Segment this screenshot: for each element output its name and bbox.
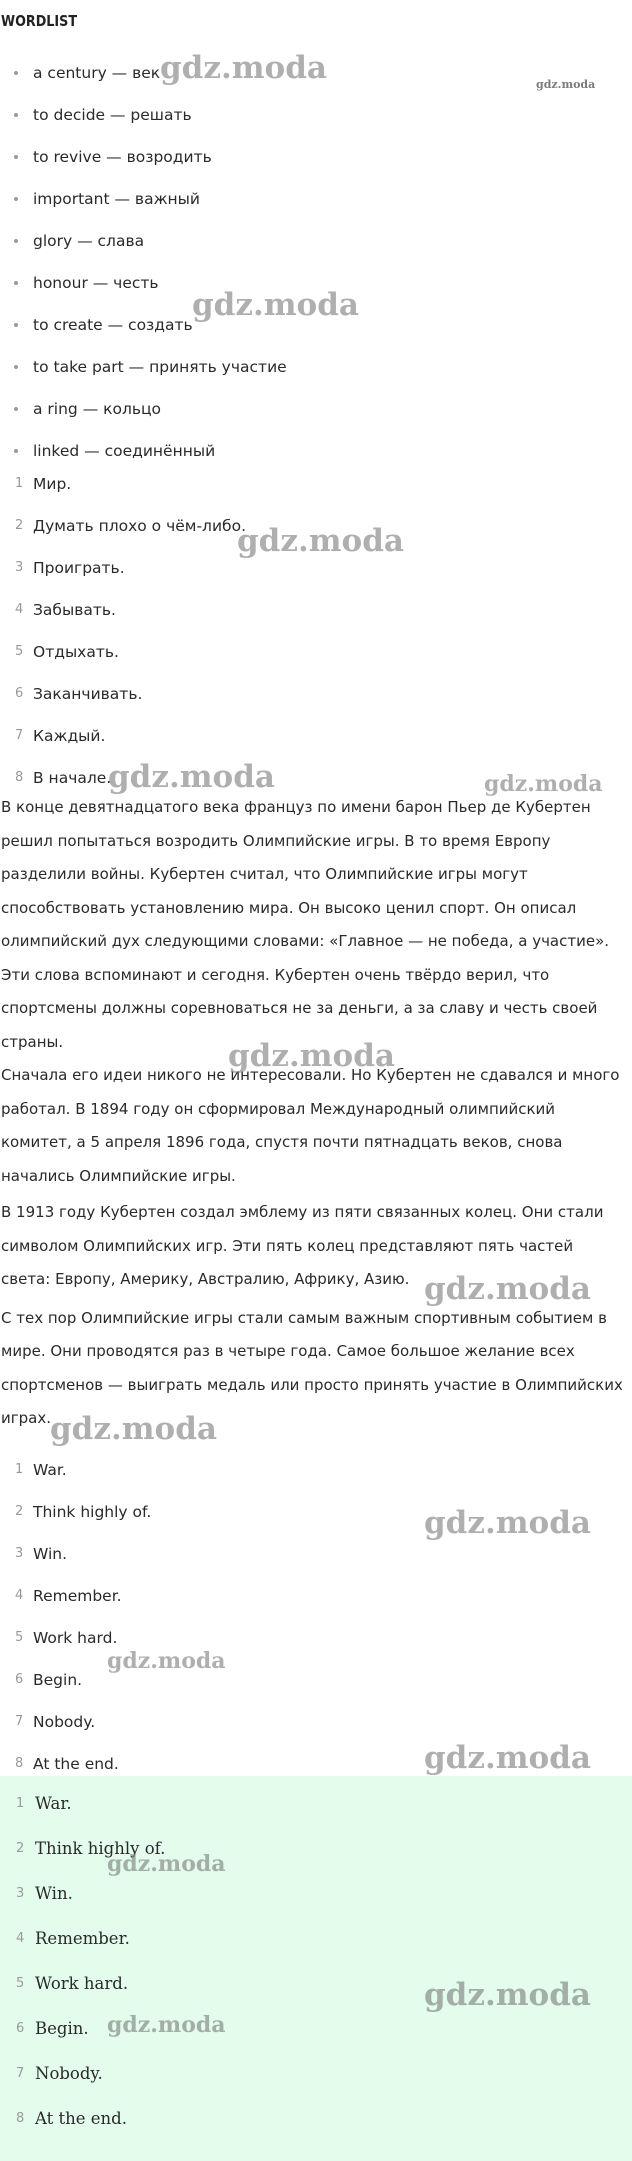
- item-number: 3: [15, 1546, 24, 1561]
- item-number: 2: [15, 1504, 24, 1519]
- bullet-icon: [14, 239, 18, 243]
- item-text: Work hard.: [33, 1629, 118, 1647]
- item-text: В начале.: [33, 769, 112, 787]
- item-text: Win.: [33, 1545, 68, 1563]
- item-number: 1: [15, 476, 24, 491]
- answer-item: [0, 1790, 632, 1835]
- list-item: [0, 1666, 632, 1708]
- paragraph: С тех пор Олимпийские игры стали самым важным спортивным событием в мире. Они проводятся раз в четыре года. Самое большое желание всех спортсменов — выиграть медаль или просто принять участие в Олимпийских играх.: [1, 1308, 623, 1427]
- list-item: [0, 638, 632, 680]
- item-number: 4: [16, 1931, 25, 1946]
- watermark: gdz.moda: [108, 759, 275, 795]
- item-text: Мир.: [33, 475, 72, 493]
- item-number: 7: [16, 2066, 25, 2081]
- wordlist: [0, 58, 632, 478]
- item-text: Think highly of.: [33, 1503, 152, 1521]
- watermark: gdz.moda: [237, 523, 404, 559]
- watermark: gdz.moda: [424, 1271, 591, 1307]
- item-number: 3: [16, 1886, 25, 1901]
- wordlist-item-text: glory — слава: [33, 232, 145, 250]
- item-number: 6: [15, 686, 24, 701]
- wordlist-item: [0, 142, 632, 184]
- item-text: Begin.: [33, 1671, 83, 1689]
- wordlist-item-text: honour — честь: [33, 274, 159, 292]
- item-number: 2: [16, 1841, 25, 1856]
- answer-list: [0, 1790, 632, 2150]
- wordlist-item-text: to decide — решать: [33, 106, 192, 124]
- item-text: Work hard.: [35, 1974, 129, 1993]
- watermark: gdz.moda: [160, 50, 327, 86]
- item-text: Win.: [35, 1884, 73, 1903]
- list-item: [0, 680, 632, 722]
- item-text: Remember.: [35, 1929, 130, 1948]
- wordlist-item: [0, 226, 632, 268]
- list-item: [0, 554, 632, 596]
- bullet-icon: [14, 197, 18, 201]
- bullet-icon: [14, 323, 18, 327]
- list-item: [0, 1540, 632, 1582]
- item-number: 3: [15, 560, 24, 575]
- item-number: 4: [15, 1588, 24, 1603]
- list-item: [0, 1624, 632, 1666]
- watermark: gdz.moda: [424, 1740, 591, 1776]
- watermark: gdz.moda: [107, 2012, 226, 2038]
- answer-box: [0, 1776, 632, 2161]
- paragraph: В 1913 году Кубертен создал эмблему из пяти связанных колец. Они стали символом Олимпийских игр. Эти пять колец представляют пять частей света: Европу, Америку, Австралию, Африку, Азию.: [1, 1203, 604, 1288]
- answer-item: [0, 2105, 632, 2150]
- item-text: Think highly of.: [35, 1839, 166, 1858]
- item-text: Забывать.: [33, 601, 116, 619]
- translation-text: [1, 791, 626, 1436]
- list-item: [0, 1456, 632, 1498]
- bullet-icon: [14, 71, 18, 75]
- watermark: gdz.moda: [228, 1038, 395, 1074]
- watermark: gdz.moda: [192, 287, 359, 323]
- list-item: [0, 470, 632, 512]
- item-text: Begin.: [35, 2019, 89, 2038]
- item-number: 6: [15, 1672, 24, 1687]
- item-number: 8: [15, 1756, 24, 1771]
- item-number: 5: [16, 1976, 25, 1991]
- watermark: gdz.moda: [107, 1648, 226, 1674]
- answer-item: [0, 1835, 632, 1880]
- item-number: 5: [15, 644, 24, 659]
- item-number: 7: [15, 1714, 24, 1729]
- watermark: gdz.moda: [107, 1851, 226, 1877]
- item-number: 1: [15, 1462, 24, 1477]
- item-text: Отдыхать.: [33, 643, 119, 661]
- bullet-icon: [14, 113, 18, 117]
- item-number: 8: [16, 2111, 25, 2126]
- watermark: gdz.moda: [424, 1505, 591, 1541]
- item-text: Каждый.: [33, 727, 106, 745]
- watermark: gdz.moda: [424, 1977, 591, 2013]
- list-item: [0, 722, 632, 764]
- item-text: At the end.: [33, 1755, 119, 1773]
- paragraph: Сначала его идеи никого не интересовали. Но Кубертен не сдавался и много работал. В 1894 году он сформировал Международный олимпийский комитет, а 5 апреля 1896 года, спустя почти пятнадцать веков, снова начались Олимпийские игры.: [1, 1066, 620, 1185]
- wordlist-item-text: a ring — кольцо: [33, 400, 162, 418]
- russian-list: [0, 470, 632, 806]
- bullet-icon: [14, 281, 18, 285]
- wordlist-item: [0, 352, 632, 394]
- item-text: Думать плохо о чём-либо.: [33, 517, 247, 535]
- item-number: 2: [15, 518, 24, 533]
- wordlist-item: [0, 100, 632, 142]
- bullet-icon: [14, 155, 18, 159]
- item-number: 1: [16, 1796, 25, 1811]
- wordlist-item-text: to create — создать: [33, 316, 193, 334]
- list-item: [0, 1582, 632, 1624]
- item-number: 6: [16, 2021, 25, 2036]
- wordlist-item: [0, 394, 632, 436]
- bullet-icon: [14, 407, 18, 411]
- item-text: War.: [33, 1461, 67, 1479]
- wordlist-item-text: a century — век: [33, 64, 161, 82]
- item-number: 5: [15, 1630, 24, 1645]
- paragraph: В конце девятнадцатого века француз по имени барон Пьер де Кубертен решил попытаться возродить Олимпийские игры. В то время Европу разделили войны. Кубертен считал, что Олимпийские игры могут способствовать установлению мира. Он высоко ценил спорт. Он описал олимпийский дух следующими словами: «Главное — не победа, а участие». Эти слова вспоминают и сегодня. Кубертен очень твёрдо верил, что спортсмены должны соревноваться не за деньги, а за славу и честь своей страны.: [1, 798, 610, 1051]
- watermark: gdz.moda: [50, 1411, 217, 1447]
- item-text: War.: [35, 1794, 72, 1813]
- item-text: Заканчивать.: [33, 685, 143, 703]
- item-text: At the end.: [35, 2109, 127, 2128]
- list-item: [0, 596, 632, 638]
- answer-item: [0, 1925, 632, 1970]
- wordlist-item: [0, 184, 632, 226]
- item-text: Remember.: [33, 1587, 122, 1605]
- item-number: 8: [15, 770, 24, 785]
- item-text: Nobody.: [35, 2064, 103, 2083]
- wordlist-item-text: important — важный: [33, 190, 200, 208]
- wordlist-item-text: to take part — принять участие: [33, 358, 287, 376]
- item-number: 7: [15, 728, 24, 743]
- wordlist-heading: WORDLIST: [1, 12, 78, 30]
- answer-item: [0, 2060, 632, 2105]
- item-number: 4: [15, 602, 24, 617]
- watermark: gdz.moda: [536, 78, 596, 91]
- wordlist-item-text: to revive — возродить: [33, 148, 212, 166]
- watermark: gdz.moda: [484, 771, 603, 797]
- item-text: Проиграть.: [33, 559, 125, 577]
- item-text: Nobody.: [33, 1713, 96, 1731]
- wordlist-item-text: linked — соединённый: [33, 442, 216, 460]
- answer-item: [0, 1880, 632, 1925]
- bullet-icon: [14, 449, 18, 453]
- answer-item: [0, 2015, 632, 2060]
- bullet-icon: [14, 365, 18, 369]
